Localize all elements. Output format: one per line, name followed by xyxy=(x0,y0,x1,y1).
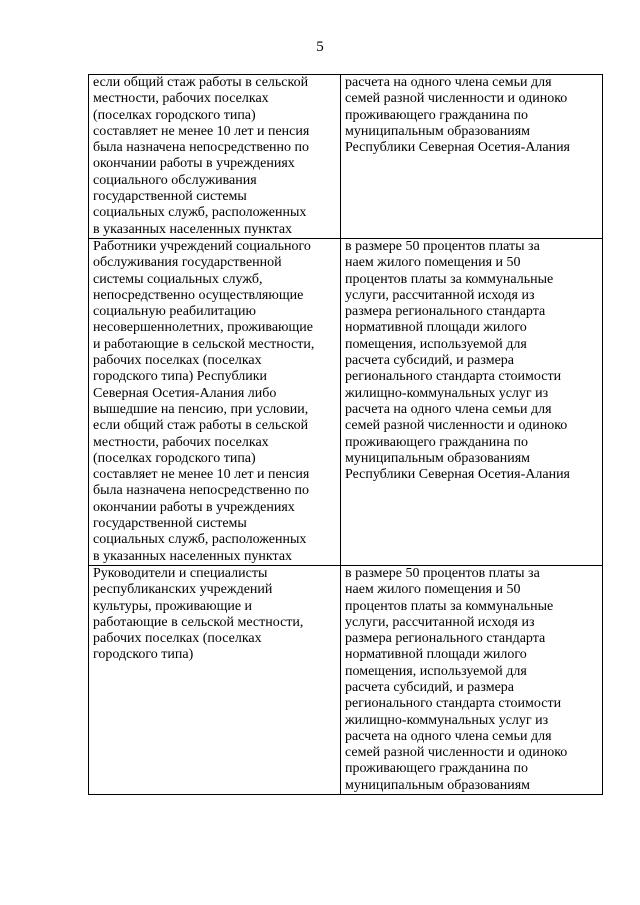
text-line: процентов платы за коммунальные xyxy=(345,271,554,287)
category-cell xyxy=(89,565,341,794)
text-line: местности, рабочих поселках xyxy=(93,434,269,450)
text-line: социальных служб, расположенных xyxy=(93,532,307,548)
text-line: государственной системы xyxy=(93,189,247,205)
table-row xyxy=(89,565,603,794)
text-line: несовершеннолетних, проживающие xyxy=(93,320,314,336)
text-line: была назначена непосредственно по xyxy=(93,483,310,499)
text-line: системы социальных служб, xyxy=(93,271,263,287)
text-line: проживающего гражданина по xyxy=(345,434,528,450)
text-line: Работники учреждений социального xyxy=(93,238,311,254)
text-line: семей разной численности и одиноко xyxy=(345,91,568,107)
text-line: жилищно-коммунальных услуг из xyxy=(345,385,549,401)
text-line: проживающего гражданина по xyxy=(345,107,528,123)
table-row xyxy=(89,238,603,565)
text-line: составляет не менее 10 лет и пенсия xyxy=(93,123,310,139)
text-line: расчета на одного члена семьи для xyxy=(345,401,552,417)
text-line: Северная Осетия-Алания либо xyxy=(93,385,277,401)
text-line: социального обслуживания xyxy=(93,172,257,188)
page-number: 5 xyxy=(316,39,324,55)
text-line: (поселках городского типа) xyxy=(93,107,256,123)
text-line: муниципальным образованиям xyxy=(345,123,530,139)
text-line: непосредственно осуществляющие xyxy=(93,287,304,303)
text-line: услуги, рассчитанной исходя из xyxy=(345,287,535,303)
text-line: в указанных населенных пунктах xyxy=(93,221,293,237)
text-line: муниципальным образованиям xyxy=(345,450,530,466)
text-line: размера регионального стандарта xyxy=(345,304,546,320)
text-line: была назначена непосредственно по xyxy=(93,140,310,156)
text-line: в размере 50 процентов платы за xyxy=(345,238,540,254)
text-line: муниципальным образованиям xyxy=(345,777,530,793)
text-line: социальную реабилитацию xyxy=(93,304,256,320)
text-line: семей разной численности и одиноко xyxy=(345,745,568,761)
text-line: в размере 50 процентов платы за xyxy=(345,565,540,581)
text-line: городского типа) xyxy=(93,647,194,663)
text-line: городского типа) Республики xyxy=(93,369,268,385)
text-line: услуги, рассчитанной исходя из xyxy=(345,614,535,630)
benefits-table xyxy=(88,74,603,795)
table-row xyxy=(89,75,603,239)
category-cell xyxy=(89,238,341,565)
benefit-cell xyxy=(341,565,603,794)
text-line: и работающие в сельской местности, xyxy=(93,336,315,352)
text-line: нормативной площади жилого xyxy=(345,320,527,336)
text-line: рабочих поселках (поселках xyxy=(93,353,262,369)
text-line: Республики Северная Осетия-Алания xyxy=(345,140,570,156)
text-line: нормативной площади жилого xyxy=(345,647,527,663)
text-line: наем жилого помещения и 50 xyxy=(345,582,521,598)
text-line: наем жилого помещения и 50 xyxy=(345,255,521,271)
text-line: государственной системы xyxy=(93,516,247,532)
text-line: составляет не менее 10 лет и пенсия xyxy=(93,467,310,483)
text-line: расчета на одного члена семьи для xyxy=(345,728,552,744)
text-line: республиканских учреждений xyxy=(93,582,273,598)
text-line: социальных служб, расположенных xyxy=(93,205,307,221)
text-line: обслуживания государственной xyxy=(93,255,282,271)
text-line: жилищно-коммунальных услуг из xyxy=(345,712,549,728)
text-line: семей разной численности и одиноко xyxy=(345,418,568,434)
text-line: регионального стандарта стоимости xyxy=(345,696,562,712)
text-line: если общий стаж работы в сельской xyxy=(93,75,309,90)
table-body xyxy=(89,75,603,795)
text-line: окончании работы в учреждениях xyxy=(93,156,295,172)
text-line: работающие в сельской местности, xyxy=(93,614,304,630)
category-cell xyxy=(89,75,341,239)
text-line: Руководители и специалисты xyxy=(93,565,268,581)
text-line: рабочих поселках (поселках xyxy=(93,631,262,647)
text-line: проживающего гражданина по xyxy=(345,761,528,777)
text-line: помещения, используемой для xyxy=(345,663,527,679)
benefit-cell xyxy=(341,238,603,565)
text-line: если общий стаж работы в сельской xyxy=(93,418,309,434)
text-line: (поселках городского типа) xyxy=(93,450,256,466)
text-line: местности, рабочих поселках xyxy=(93,91,269,107)
text-line: регионального стандарта стоимости xyxy=(345,369,562,385)
text-line: в указанных населенных пунктах xyxy=(93,548,293,564)
text-line: процентов платы за коммунальные xyxy=(345,598,554,614)
text-line: культуры, проживающие и xyxy=(93,598,253,614)
text-line: Республики Северная Осетия-Алания xyxy=(345,467,570,483)
text-line: расчета субсидий, и размера xyxy=(345,679,515,695)
text-line: расчета субсидий, и размера xyxy=(345,353,515,369)
text-line: расчета на одного члена семьи для xyxy=(345,75,552,90)
benefit-cell xyxy=(341,75,603,239)
text-line: вышедшие на пенсию, при условии, xyxy=(93,401,309,417)
text-line: размера регионального стандарта xyxy=(345,631,546,647)
text-line: окончании работы в учреждениях xyxy=(93,499,295,515)
text-line: помещения, используемой для xyxy=(345,336,527,352)
